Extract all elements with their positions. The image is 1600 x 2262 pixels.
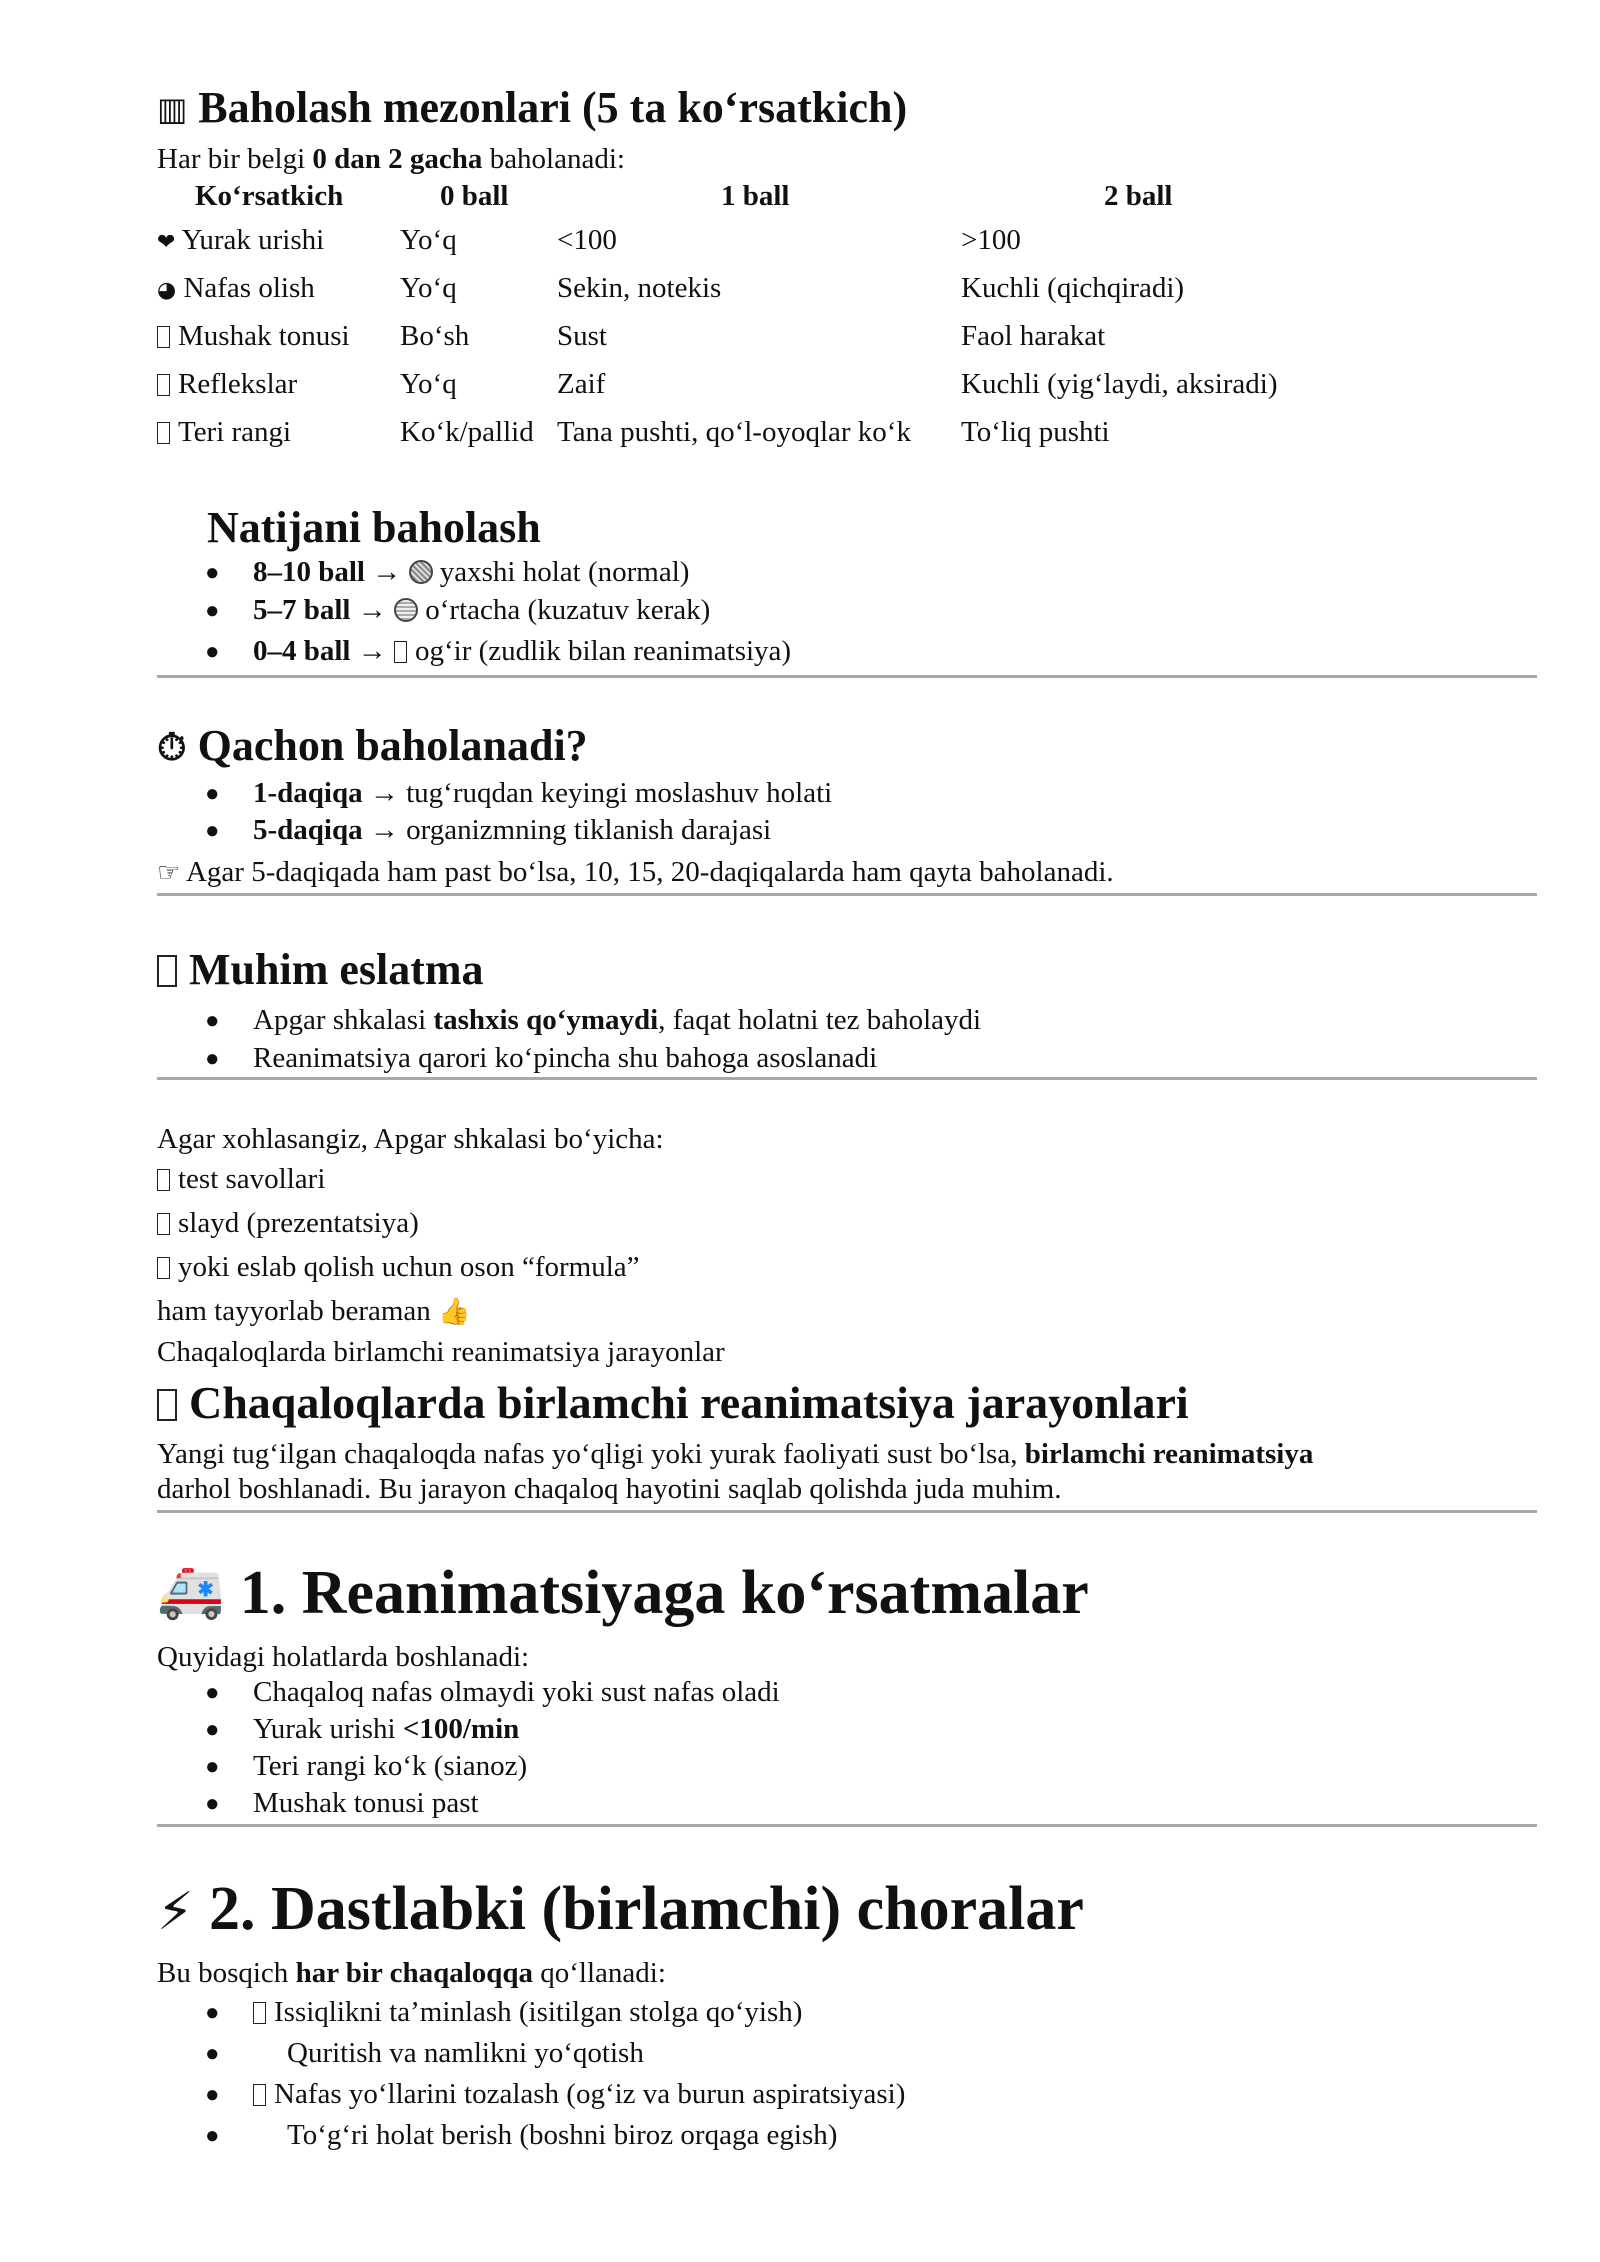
bar-chart-icon: ▥ — [157, 90, 188, 128]
reflex-icon — [157, 374, 170, 396]
divider — [157, 1077, 1537, 1080]
table-cell: Sekin, notekis — [557, 272, 722, 304]
red-circle-icon — [394, 641, 407, 663]
nose-icon — [253, 2084, 266, 2106]
divider — [157, 1510, 1537, 1513]
section-heading-important: Muhim eslatma — [157, 944, 484, 995]
section-heading-when: ⏱ Qachon baholanadi? — [157, 721, 588, 770]
table-cell: Zaif — [557, 368, 606, 400]
slides-icon — [157, 1213, 170, 1235]
row-label: Teri rangi — [157, 416, 291, 449]
table-header: Ko‘rsatkich — [195, 180, 344, 212]
table-cell: >100 — [961, 224, 1021, 256]
table-cell: To‘liq pushti — [961, 416, 1110, 448]
lungs-icon: ◕ — [157, 278, 177, 303]
warning-icon — [157, 955, 177, 987]
table-cell: Yo‘q — [400, 368, 457, 400]
divider — [157, 1824, 1537, 1827]
heart-icon: ❤ — [157, 230, 176, 255]
initial-intro: Bu bosqich har bir chaqaloqqa qo‘llanadi: — [157, 1957, 666, 1989]
green-circle-icon — [409, 560, 433, 584]
row-label: ◕ Nafas olish — [157, 272, 315, 304]
section-heading-criteria: ▥ Baholash mezonlari (5 ta ko‘rsatkich) — [157, 83, 908, 132]
offer-closing: ham tayyorlab beraman 👍 — [157, 1295, 471, 1327]
skin-icon — [157, 422, 170, 444]
table-cell: Yo‘q — [400, 272, 457, 304]
table-cell: Kuchli (yig‘laydi, aksiradi) — [961, 368, 1278, 400]
reanimation-paragraph-line2: darhol boshlanadi. Bu jarayon chaqaloq hayotini saqlab qolishda juda muhim. — [157, 1473, 1062, 1505]
ambulance-icon: 🚑 — [157, 1559, 225, 1622]
section-heading-indications: 🚑 1. Reanimatsiyaga ko‘rsatmalar — [157, 1559, 1089, 1627]
row-label: Mushak tonusi — [157, 320, 350, 353]
reanimation-paragraph-line1: Yangi tug‘ilgan chaqaloqda nafas yo‘qligi yoki yurak faoliyati sust bo‘lsa, birlamchi reanimatsiya — [157, 1438, 1314, 1470]
table-cell: Yo‘q — [400, 224, 457, 256]
table-cell: Kuchli (qichqiradi) — [961, 272, 1185, 304]
table-header: 2 ball — [1104, 180, 1173, 212]
brain-icon — [157, 1257, 170, 1279]
divider — [157, 675, 1537, 678]
thermometer-icon — [253, 2002, 266, 2024]
yellow-circle-icon — [394, 598, 418, 622]
divider — [157, 893, 1537, 896]
offer-item: test savollari — [157, 1162, 325, 1196]
next-topic-line: Chaqaloqlarda birlamchi reanimatsiya jarayonlar — [157, 1336, 725, 1368]
section-heading-initial: ⚡ 2. Dastlabki (birlamchi) choralar — [157, 1875, 1084, 1943]
criteria-intro: Har bir belgi 0 dan 2 gacha baholanadi: — [157, 143, 625, 175]
muscle-icon — [157, 326, 170, 348]
section-heading-reanimation: Chaqaloqlarda birlamchi reanimatsiya jarayonlari — [157, 1376, 1189, 1429]
offer-item: yoki eslab qolish uchun oson “formula” — [157, 1250, 640, 1284]
offer-intro: Agar xohlasangiz, Apgar shkalasi bo‘yicha: — [157, 1123, 664, 1155]
offer-item: slayd (prezentatsiya) — [157, 1206, 419, 1240]
table-cell: <100 — [557, 224, 617, 256]
table-header: 0 ball — [440, 180, 509, 212]
when-note: ☞ Agar 5-daqiqada ham past bo‘lsa, 10, 15, 20-daqiqalarda ham qayta baholanadi. — [157, 856, 1114, 888]
table-cell: Sust — [557, 320, 607, 352]
row-label: Reflekslar — [157, 368, 297, 401]
section-heading-result: Natijani baholash — [207, 503, 541, 552]
pointing-hand-icon: ☞ — [157, 858, 181, 888]
table-cell: Tana pushti, qo‘l-oyoqlar ko‘k — [557, 416, 911, 448]
stopwatch-icon: ⏱ — [157, 725, 187, 769]
table-cell: Faol harakat — [961, 320, 1106, 352]
indications-intro: Quyidagi holatlarda boshlanadi: — [157, 1641, 530, 1673]
table-header: 1 ball — [721, 180, 790, 212]
baby-icon — [157, 1389, 177, 1421]
table-cell: Ko‘k/pallid — [400, 416, 534, 448]
thumbs-up-icon: 👍 — [438, 1297, 471, 1327]
document-icon — [157, 1169, 170, 1191]
lightning-icon: ⚡ — [157, 1882, 194, 1942]
table-cell: Bo‘sh — [400, 320, 470, 352]
row-label: ❤ Yurak urishi — [157, 224, 325, 256]
